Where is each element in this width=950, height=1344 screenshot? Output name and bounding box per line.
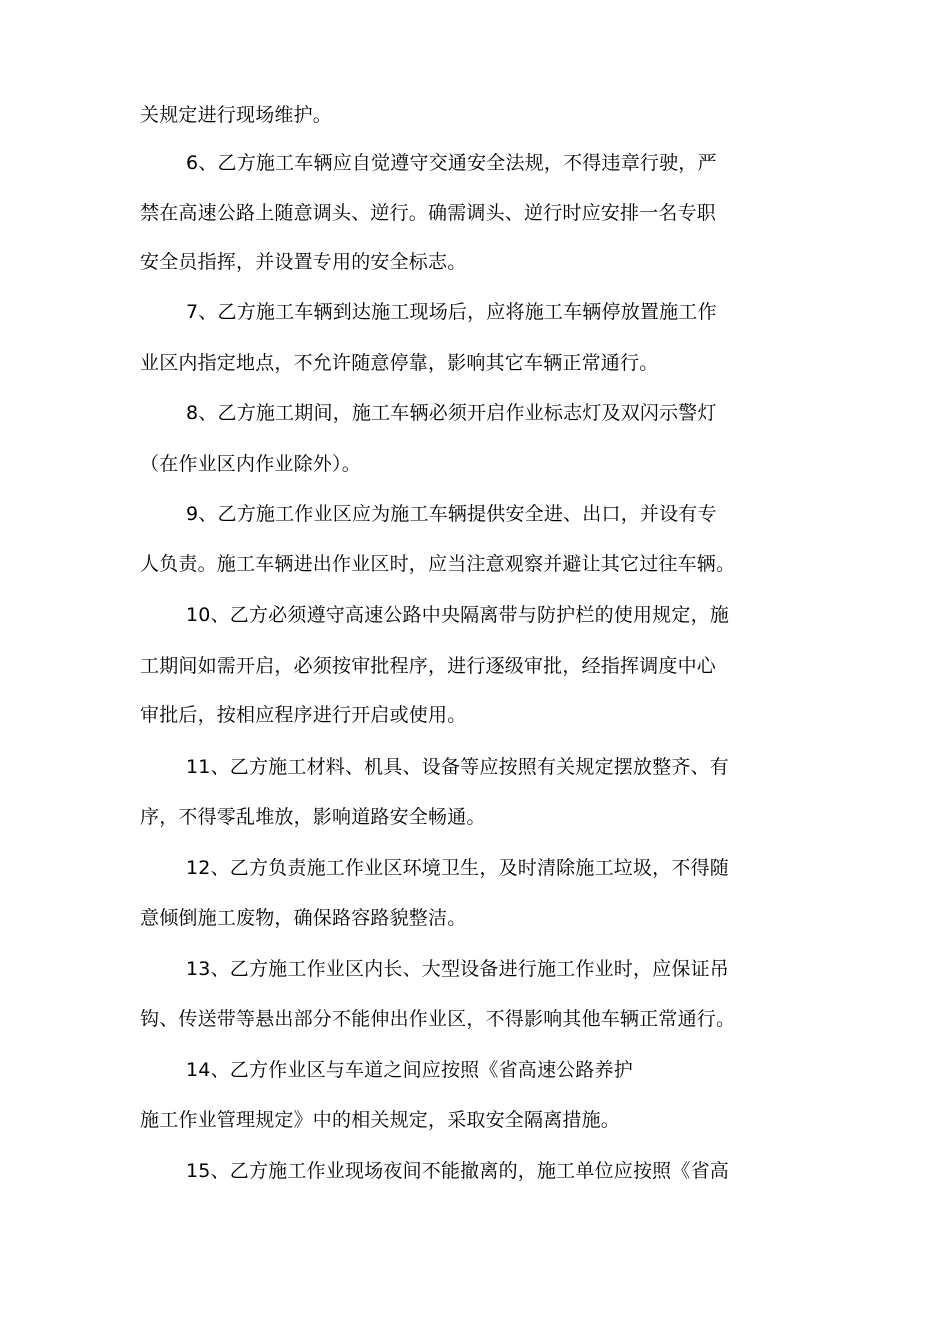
paragraph-12-line-1: 12、乙方负责施工作业区环境卫生，及时清除施工垃圾，不得随 — [186, 857, 729, 879]
text-line: 工期间如需开启，必须按审批程序，进行逐级审批，经指挥调度中心 — [140, 655, 717, 677]
text-line: 关规定进行现场维护。 — [140, 104, 333, 126]
paragraph-11-line-1: 11、乙方施工材料、机具、设备等应按照有关规定摆放整齐、有 — [186, 756, 729, 778]
paragraph-10-line-1: 10、乙方必须遵守高速公路中央隔离带与防护栏的使用规定，施 — [186, 604, 729, 626]
paragraph-6-line-1: 6、乙方施工车辆应自觉遵守交通安全法规，不得违章行驶，严 — [186, 152, 717, 174]
paragraph-8-line-1: 8、乙方施工期间，施工车辆必须开启作业标志灯及双闪示警灯 — [186, 402, 717, 424]
text-line: 审批后，按相应程序进行开启或使用。 — [140, 704, 467, 726]
text-line: 钩、传送带等悬出部分不能伸出作业区，不得影响其他车辆正常通行。 — [140, 1008, 736, 1030]
text-line: 序，不得零乱堆放，影响道路安全畅通。 — [140, 806, 486, 828]
paragraph-9-line-1: 9、乙方施工作业区应为施工车辆提供安全进、出口，并设有专 — [186, 503, 717, 525]
paragraph-7-line-1: 7、乙方施工车辆到达施工现场后，应将施工车辆停放置施工作 — [186, 301, 717, 323]
text-line: 人负责。施工车辆进出作业区时，应当注意观察并避让其它过往车辆。 — [140, 553, 736, 575]
paragraph-13-line-1: 13、乙方施工作业区内长、大型设备进行施工作业时，应保证吊 — [186, 958, 729, 980]
text-line: 业区内指定地点，不允许随意停靠，影响其它车辆正常通行。 — [140, 352, 659, 374]
paragraph-15-line-1: 15、乙方施工作业现场夜间不能撤离的，施工单位应按照《省高 — [186, 1160, 729, 1182]
text-line: 安全员指挥，并设置专用的安全标志。 — [140, 251, 467, 273]
paragraph-14-line-1: 14、乙方作业区与车道之间应按照《省高速公路养护 — [186, 1059, 633, 1081]
text-line: 禁在高速公路上随意调头、逆行。确需调头、逆行时应安排一名专职 — [140, 202, 717, 224]
text-line: 施工作业管理规定》中的相关规定，采取安全隔离措施。 — [140, 1109, 621, 1131]
text-line: 意倾倒施工废物，确保路容路貌整洁。 — [140, 907, 467, 929]
text-line: （在作业区内作业除外）。 — [140, 453, 361, 475]
